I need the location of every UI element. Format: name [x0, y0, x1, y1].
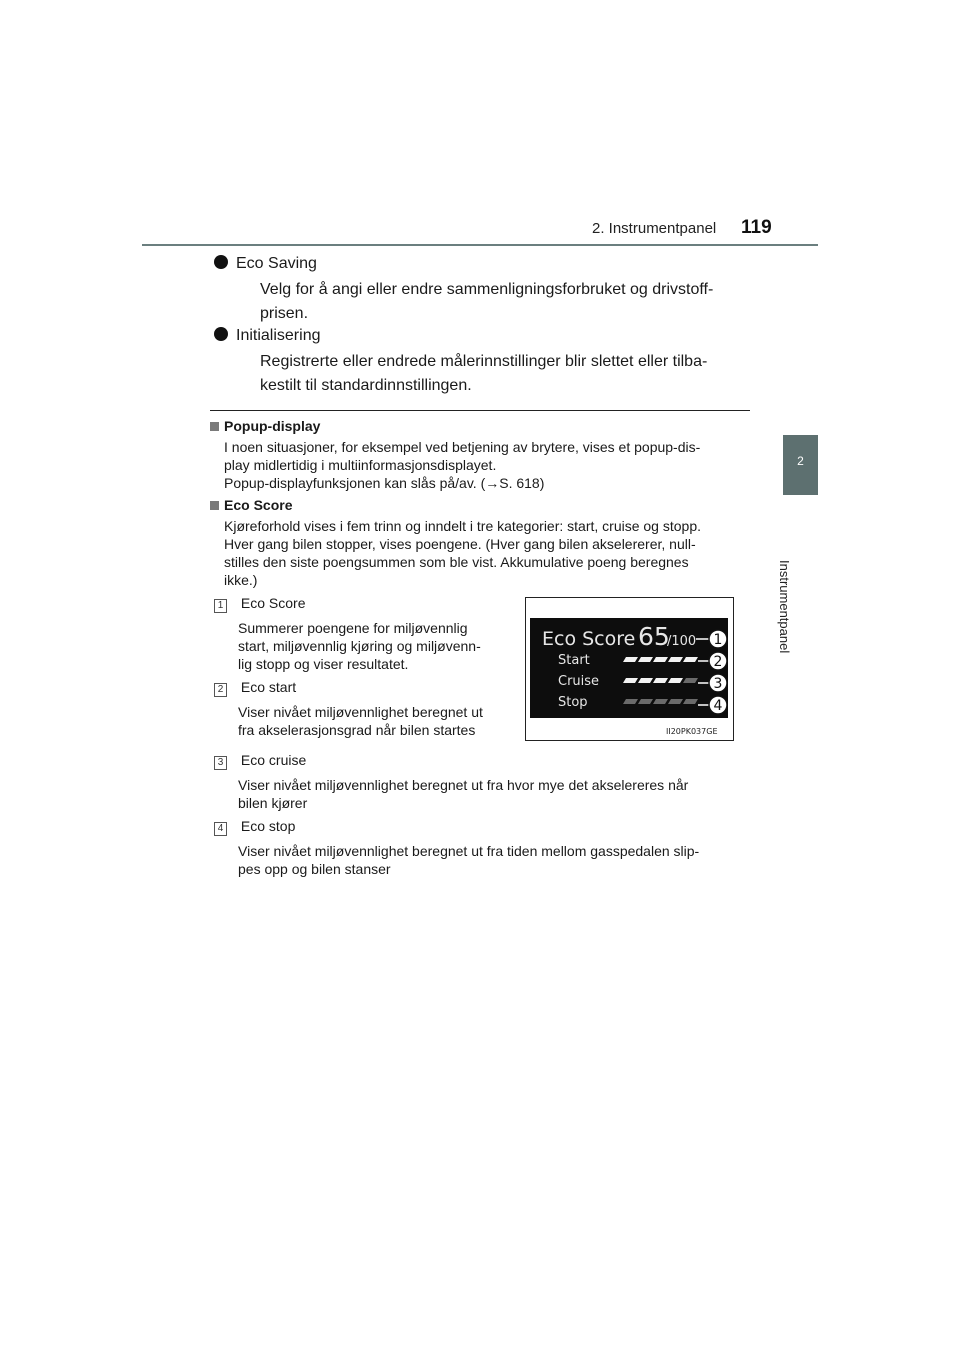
item-number: 3: [214, 756, 227, 770]
note-heading-popup: [210, 418, 320, 434]
square-bullet-icon: [210, 422, 219, 431]
header-rule: [142, 244, 818, 246]
bullet-dot-icon: [214, 327, 228, 341]
item-line: Viser nivået miljøvennlighet beregnet ut fra hvor mye det akselereres når: [238, 777, 689, 793]
note-line: Hver gang bilen stopper, vises poengene. (Hver gang bilen akselererer, null-: [224, 536, 696, 552]
section-title: 2. Instrumentpanel: [592, 220, 717, 237]
item-body: [238, 842, 746, 878]
item-line: pes opp og bilen stanser: [238, 861, 391, 877]
note-body: [224, 438, 744, 492]
item-title: Eco start: [240, 679, 297, 695]
display-score: 65: [638, 622, 670, 651]
chapter-label: Instrumentpanel: [777, 560, 792, 654]
item-eco-stop: [214, 818, 295, 836]
callout-number: 1: [713, 632, 723, 648]
note-line: Popup-displayfunksjonen kan slås på/av. (→S. 618): [224, 475, 545, 491]
item-line: start, miljøvennlig kjøring og miljøvenn-: [238, 638, 481, 654]
bullet-dot-icon: [214, 255, 228, 269]
item-line: Viser nivået miljøvennlighet beregnet ut: [238, 704, 483, 720]
desc-line: prisen.: [260, 305, 309, 322]
item-eco-cruise: [214, 752, 306, 770]
desc-line: kestilt til standardinnstillingen.: [260, 377, 472, 394]
eco-score-display: [526, 598, 733, 740]
item-eco-start: [214, 679, 296, 697]
section-rule: [210, 410, 750, 411]
item-number: 1: [214, 599, 227, 613]
bullet-eco-saving: [214, 252, 317, 276]
item-title: Eco cruise: [240, 752, 307, 768]
display-score-max: /100: [667, 634, 697, 649]
bullet-initialisering: [214, 324, 320, 348]
callout-number: 4: [713, 698, 723, 714]
callout-number: 2: [713, 654, 723, 670]
item-line: lig stopp og viser resultatet.: [238, 656, 409, 672]
item-line: bilen kjører: [238, 795, 308, 811]
item-eco-score: [214, 595, 305, 613]
bullet-desc: [260, 278, 744, 326]
note-line: I noen situasjoner, for eksempel ved betjening av brytere, vises et popup-dis-: [224, 439, 701, 455]
note-line: Kjøreforhold vises i fem trinn og inndelt i tre kategorier: start, cruise og stopp.: [224, 518, 701, 534]
item-body: [238, 776, 746, 812]
square-bullet-icon: [210, 501, 219, 510]
desc-line: Registrerte eller endrede målerinnstillinger blir slettet eller tilba-: [260, 353, 708, 370]
chapter-number: 2: [797, 454, 804, 468]
item-number: 2: [214, 683, 227, 697]
item-body: [238, 703, 506, 739]
note-title: Popup-display: [224, 418, 321, 434]
note-title: Eco Score: [224, 497, 293, 513]
item-line: fra akselerasjonsgrad når bilen startes: [238, 722, 476, 738]
bullet-desc: [260, 350, 744, 398]
item-title: Eco stop: [240, 818, 296, 834]
item-title: Eco Score: [240, 595, 306, 611]
row-label: Stop: [558, 695, 588, 710]
figure-code: II20PK037GE: [666, 727, 718, 736]
item-number: 4: [214, 822, 227, 836]
row-label: Start: [558, 653, 590, 668]
callout-number: 3: [713, 676, 723, 692]
display-title: Eco Score: [542, 628, 636, 650]
note-body: [224, 517, 744, 589]
desc-line: Velg for å angi eller endre sammenligningsforbruket og drivstoff-: [260, 281, 714, 298]
item-line: Summerer poengene for miljøvennlig: [238, 620, 468, 636]
note-line: play midlertidig i multiinformasjonsdisplayet.: [224, 457, 497, 473]
note-heading-eco-score: [210, 497, 292, 513]
bullet-title: Initialisering: [236, 327, 321, 344]
note-line: ikke.): [224, 572, 258, 588]
page-number: 119: [741, 217, 772, 238]
bullet-title: Eco Saving: [236, 255, 317, 272]
eco-score-figure: [525, 597, 734, 741]
item-line: Viser nivået miljøvennlighet beregnet ut fra tiden mellom gasspedalen slip-: [238, 843, 700, 859]
row-label: Cruise: [558, 674, 600, 689]
item-body: [238, 619, 506, 673]
note-line: stilles den siste poengsummen som ble vist. Akkumulative poeng beregnes: [224, 554, 689, 570]
